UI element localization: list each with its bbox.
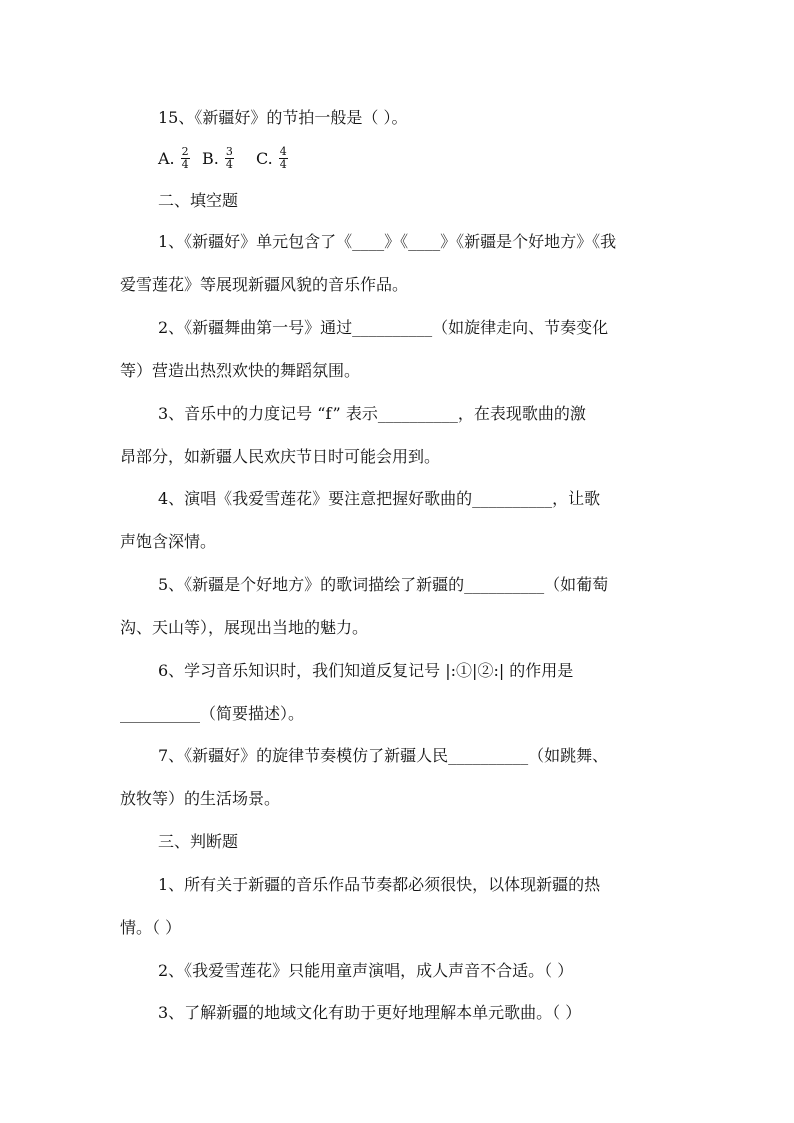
option-b-denominator: 4: [225, 157, 233, 171]
fill-q3-line1: 3、音乐中的力度记号 “f” 表示__________，在表现歌曲的激: [158, 404, 586, 423]
fill-q5-line2: 沟、天山等），展现出当地的魅力。: [120, 618, 369, 637]
fill-q2-line2: 等）营造出热烈欢快的舞蹈氛围。: [120, 361, 361, 380]
fill-q7-line2: 放牧等）的生活场景。: [120, 789, 281, 808]
fill-q6-line1: 6、学习音乐知识时，我们知道反复记号 |:①|②:| 的作用是: [158, 661, 574, 680]
section-3-heading: 三、判断题: [158, 832, 239, 851]
option-a: [158, 138, 190, 178]
fill-q4-line1: 4、演唱《我爱雪莲花》要注意把握好歌曲的__________，让歌: [158, 489, 601, 508]
option-c-label: C.: [256, 148, 273, 168]
option-b-label: B.: [202, 148, 219, 168]
option-a-denominator: 4: [181, 157, 189, 171]
option-c-fraction: [279, 146, 288, 171]
judge-q2: 2、《我爱雪莲花》只能用童声演唱，成人声音不合适。（ ）: [158, 961, 574, 980]
judge-q3: 3、了解新疆的地域文化有助于更好地理解本单元歌曲。（ ）: [158, 1003, 582, 1022]
question-15-options: [158, 138, 458, 178]
judge-q1-line2: 情。（ ）: [120, 918, 182, 937]
fill-q3-line2: 昂部分，如新疆人民欢庆节日时可能会用到。: [120, 447, 441, 466]
option-c-numerator: 4: [279, 144, 287, 158]
option-b-fraction: [225, 146, 234, 171]
option-b: [202, 138, 234, 178]
fill-q7-line1: 7、《新疆好》的旋律节奏模仿了新疆人民__________（如跳舞、: [158, 746, 609, 765]
judge-q1-line1: 1、所有关于新疆的音乐作品节奏都必须很快，以体现新疆的热: [158, 875, 601, 894]
option-a-fraction: [181, 146, 190, 171]
fill-q6-line2: __________（简要描述）。: [120, 704, 305, 723]
fill-q1-line2: 爱雪莲花》等展现新疆风貌的音乐作品。: [120, 275, 409, 294]
option-b-numerator: 3: [225, 144, 233, 158]
option-c-denominator: 4: [279, 157, 287, 171]
fill-q2-line1: 2、《新疆舞曲第一号》通过__________（如旋律走向、节奏变化: [158, 318, 609, 337]
option-c: [256, 138, 288, 178]
section-2-heading: 二、填空题: [158, 191, 239, 210]
question-15-stem: 15、《新疆好》的节拍一般是（ ）。: [158, 108, 408, 127]
option-a-label: A.: [158, 148, 175, 168]
fill-q5-line1: 5、《新疆是个好地方》的歌词描绘了新疆的__________（如葡萄: [158, 575, 609, 594]
option-a-numerator: 2: [181, 144, 189, 158]
fill-q1-line1: 1、《新疆好》单元包含了《____》《____》《新疆是个好地方》《我: [158, 232, 617, 251]
fill-q4-line2: 声饱含深情。: [120, 532, 217, 551]
